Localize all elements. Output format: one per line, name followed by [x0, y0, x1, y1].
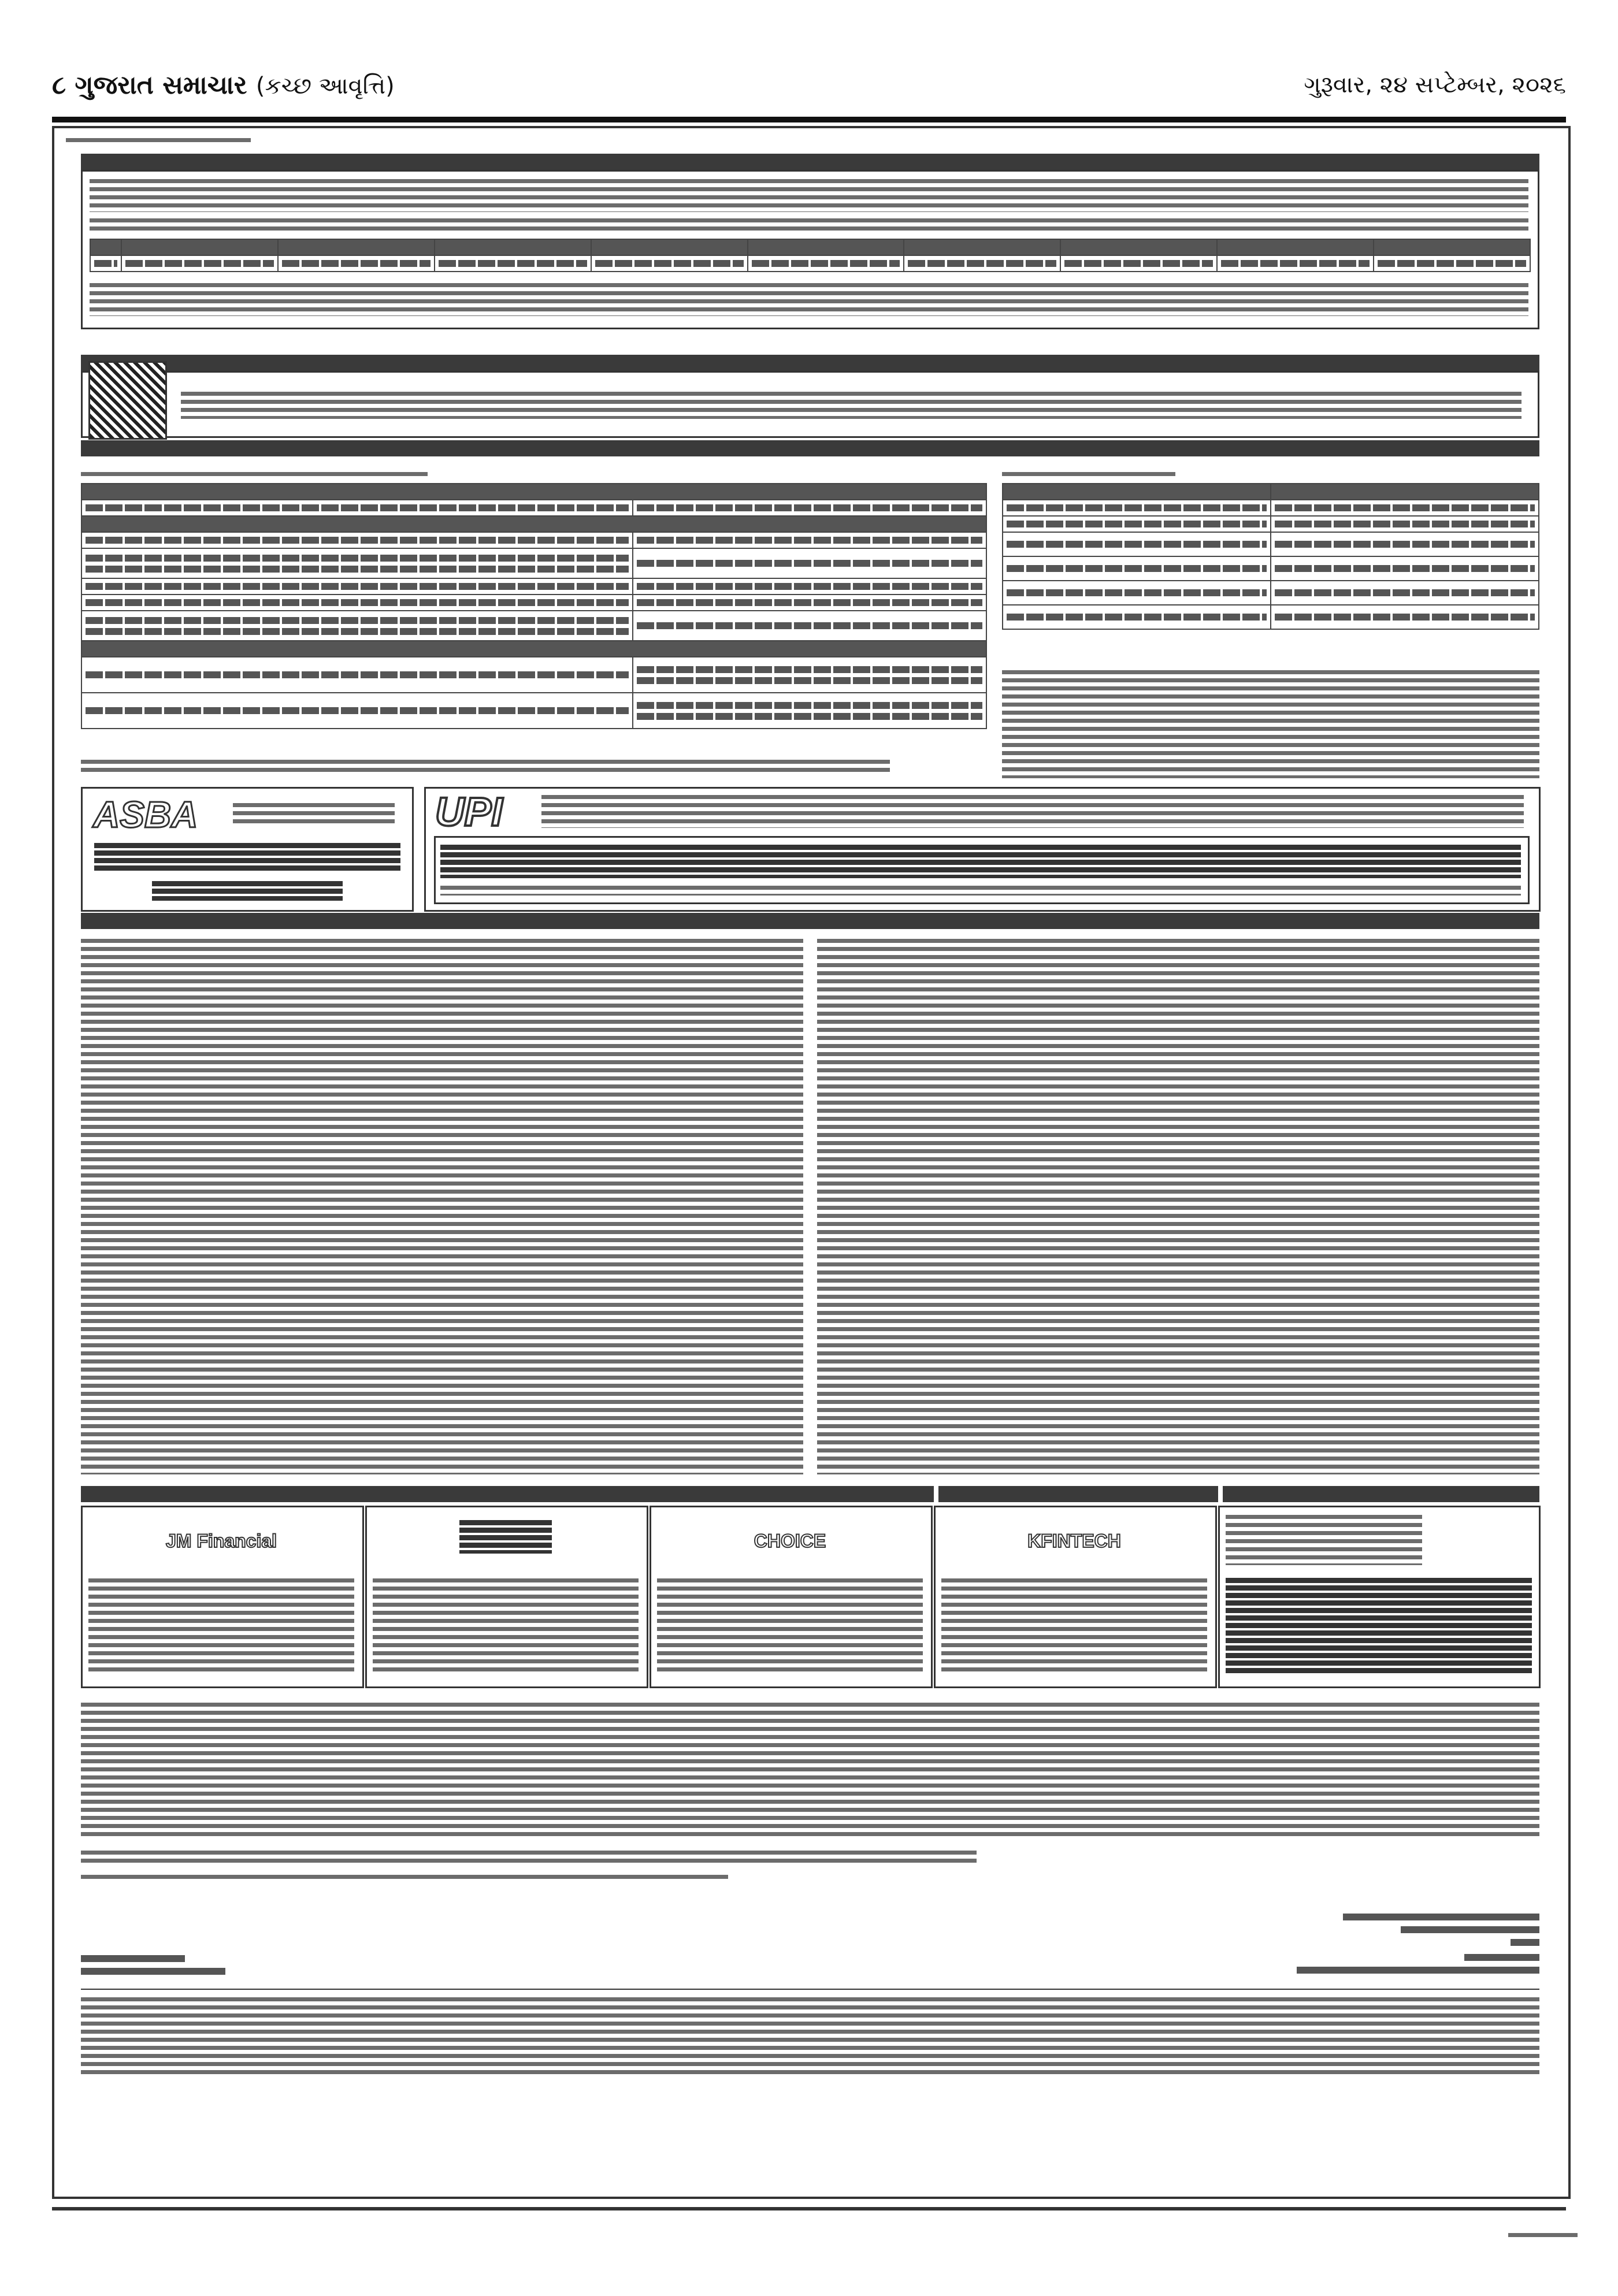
- table-row: [1003, 581, 1539, 605]
- schedule-intro: [81, 470, 428, 478]
- section-band-compliance: [1223, 1486, 1539, 1502]
- table-row: [1003, 556, 1539, 581]
- notes-text: [90, 177, 1528, 212]
- schedule-footnotes: [81, 758, 890, 775]
- compliance-note: [1226, 1577, 1532, 1675]
- folio-code: [1508, 2231, 1578, 2239]
- upi-box: [424, 787, 1541, 912]
- schedule-table-left: [81, 483, 987, 729]
- qr-code[interactable]: [88, 361, 167, 440]
- timeline-notes: [1002, 668, 1539, 778]
- table-row: [1003, 605, 1539, 629]
- manager-box-2: [365, 1506, 648, 1688]
- manager-details-2: [373, 1577, 639, 1675]
- table-row: [1003, 516, 1539, 532]
- notes-text-2: [90, 217, 1528, 234]
- table-row: [81, 693, 986, 729]
- ad-reference-line: [66, 136, 251, 143]
- section-band-managers: [81, 1486, 934, 1502]
- disclaimer-text: [81, 1701, 1539, 1840]
- asba-mandatory: [152, 880, 343, 901]
- signature-name: [1464, 1954, 1539, 1961]
- registrar-box: [934, 1506, 1217, 1688]
- table-row: [81, 532, 986, 548]
- manager-details-1: [88, 1577, 354, 1675]
- body-text-right: [817, 937, 1539, 1474]
- table-row: [81, 500, 986, 516]
- table-row: [1003, 500, 1539, 516]
- place: [81, 1955, 185, 1962]
- qr-text: [181, 390, 1521, 419]
- table-row: [81, 548, 986, 578]
- table-footnotes: [90, 281, 1528, 316]
- signature-line-3: [1511, 1939, 1539, 1946]
- qr-box: [81, 371, 1539, 438]
- upi-contact-box: [434, 836, 1530, 904]
- manager-box-3: [650, 1506, 933, 1688]
- registrar-details: [941, 1577, 1207, 1675]
- section-band-1: [81, 154, 1539, 170]
- body-text-left: [81, 937, 803, 1474]
- section-band-3: [81, 440, 1539, 456]
- asba-tagline: [233, 801, 395, 824]
- signature-company: [1343, 1914, 1539, 1920]
- bottom-disclaimer: [81, 1996, 1539, 2076]
- table-row: [81, 657, 986, 693]
- signature-line-2: [1401, 1926, 1539, 1933]
- upi-contact-text-2: [440, 884, 1521, 896]
- offer-table: [90, 239, 1531, 272]
- compliance-address: [1226, 1513, 1422, 1565]
- upi-contact-text: [440, 844, 1521, 878]
- table-row: [90, 255, 1530, 272]
- table-row: [81, 595, 986, 611]
- section-band-registrar: [938, 1486, 1218, 1502]
- asba-logo: ASBA: [93, 794, 198, 835]
- manager-box-1: [81, 1506, 364, 1688]
- notes-box: [81, 170, 1539, 329]
- page-number: ૮: [52, 70, 66, 100]
- manager-details-3: [657, 1577, 923, 1675]
- schedule-head: [81, 484, 986, 500]
- jm-financial-logo: JM Financial: [165, 1530, 277, 1551]
- timeline-table: [1002, 483, 1539, 630]
- section-band-2: [81, 355, 1539, 371]
- bullet-line-2: [81, 1873, 728, 1881]
- dateline: ગુરૂવાર, ૨૪ સપ્ટેમ્બર, ૨૦૨૬: [1304, 72, 1566, 98]
- manager-logo-2: [459, 1519, 552, 1554]
- asba-note: [94, 842, 400, 871]
- page-bottom-rule: [52, 2207, 1566, 2210]
- date: [81, 1968, 225, 1975]
- table-row: [81, 578, 986, 595]
- asba-box: [81, 787, 414, 912]
- divider: [81, 1989, 1539, 1990]
- masthead: [52, 70, 395, 100]
- edition-label: (કચ્છ આવૃત્તિ): [255, 73, 395, 99]
- upi-logo: UPI: [435, 789, 503, 834]
- choice-logo: CHOICE: [754, 1530, 826, 1551]
- advertisement: [52, 126, 1571, 2199]
- newspaper-title: ગુજરાત સમાચાર: [75, 70, 247, 100]
- section-band-5: [81, 913, 1539, 929]
- table-row: [1003, 532, 1539, 556]
- compliance-box: [1218, 1506, 1541, 1688]
- page-header: [52, 65, 1566, 122]
- bullet-line: [81, 1849, 977, 1865]
- signature-title: [1297, 1967, 1539, 1974]
- table-header-row: [90, 239, 1530, 255]
- kfintech-logo: KFINTECH: [1027, 1530, 1121, 1551]
- upi-text: [541, 793, 1524, 828]
- timeline-intro: [1002, 470, 1175, 478]
- table-row: [81, 611, 986, 641]
